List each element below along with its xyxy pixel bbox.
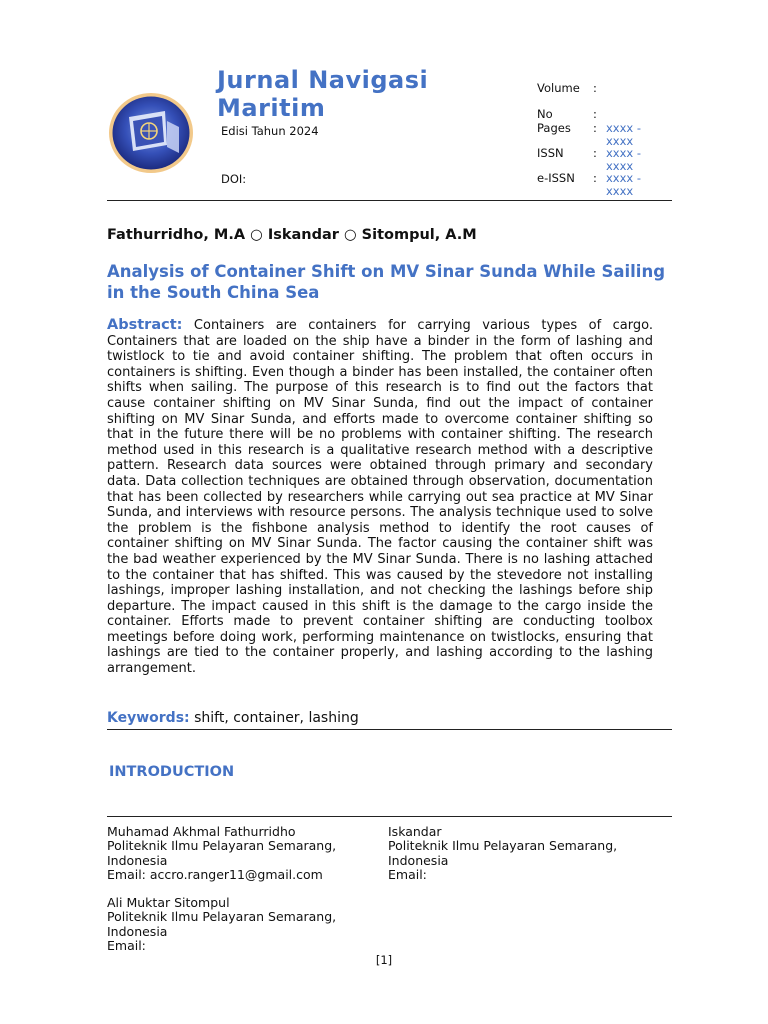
abstract-divider: [107, 729, 672, 730]
header-divider: [107, 200, 672, 201]
author-email: Email: accro.ranger11@gmail.com: [107, 867, 323, 883]
section-heading-introduction: INTRODUCTION: [109, 764, 235, 780]
page-number: [1]: [375, 953, 393, 967]
keywords-label: Keywords:: [107, 710, 190, 726]
footnote-divider: [107, 816, 672, 817]
author-institution: Politeknik Ilmu Pelayaran Semarang, Indonesia: [107, 909, 337, 939]
meta-colon: :: [593, 146, 597, 160]
meta-colon: :: [593, 121, 597, 135]
author-name: Muhamad Akhmal Fathurridho: [107, 824, 296, 839]
author-name: Iskandar: [388, 824, 442, 839]
edition-year: Edisi Tahun 2024: [221, 124, 319, 138]
meta-colon: :: [593, 107, 597, 121]
meta-issn-label: ISSN: [537, 146, 564, 160]
meta-no-label: No: [537, 107, 553, 121]
author-email: Email:: [388, 867, 427, 883]
author-institution: Politeknik Ilmu Pelayaran Semarang, Indonesia: [107, 838, 337, 868]
meta-issn-value: xxxx - xxxx: [606, 146, 642, 173]
affiliation-author-2: [388, 825, 648, 883]
authors-line: Fathurridho, M.A ○ Iskandar ○ Sitompul, A.M: [107, 227, 477, 243]
abstract-label: Abstract:: [107, 317, 183, 333]
author-name: Ali Muktar Sitompul: [107, 895, 230, 910]
meta-eissn-value: xxxx - xxxx: [606, 171, 642, 198]
meta-pages-label: Pages: [537, 121, 571, 135]
author-institution: Politeknik Ilmu Pelayaran Semarang, Indonesia: [388, 838, 618, 868]
journal-logo: [107, 91, 195, 175]
journal-title: Jurnal Navigasi Maritim: [217, 66, 429, 122]
meta-colon: :: [593, 171, 597, 185]
abstract: [107, 318, 653, 677]
keywords-text: shift, container, lashing: [194, 710, 359, 726]
meta-volume-label: Volume: [537, 81, 580, 95]
affiliation-author-1: [107, 825, 367, 883]
author-email: Email:: [107, 938, 146, 954]
meta-colon: :: [593, 81, 597, 95]
paper-title: Analysis of Container Shift on MV Sinar Sunda While Sailing in the South China Sea: [107, 262, 666, 302]
doi-label: DOI:: [221, 172, 247, 186]
abstract-text: Containers are containers for carrying various types of cargo. Containers that are loaded on the ship have a binder in the form of lashing and twistlock to tie and avoid container shifting. The problem that often occurs in containers is shifting. Even though a binder has been installed, the container often shifts when sailing. The purpose of this research is to find out the factors that cause container shifting on MV Sinar Sunda, find out the impact of container shifting on MV Sinar Sunda, and efforts made to overcome container shifting so that in the future there will be no problems with container shifting. The research method used in this research is a qualitative research method with a descriptive pattern. Research data sources were obtained through primary and secondary data. Data collection techniques are obtained through observation, documentation that has been collected by researchers while carrying out sea practice at MV Sinar Sunda, and interviews with resource persons. The analysis technique used to solve the problem is the fishbone analysis method to identify the root causes of container shifting on MV Sinar Sunda. The factor causing the container shift was the bad weather experienced by the MV Sinar Sunda. There is no lashing attached to the container that has shifted. This was caused by the stevedore not installing lashings, improper lashing installation, and not checking the lashings before ship departure. The impact caused in this shift is the damage to the cargo inside the container. Efforts made to prevent container shifting are conducting toolbox meetings before doing work, performing maintenance on twistlocks, ensuring that lashings are tied to the container properly, and lashing according to the lashing arrangement.: [107, 318, 653, 677]
meta-eissn-label: e-ISSN: [537, 171, 575, 185]
keywords: [107, 710, 359, 726]
affiliation-author-3: [107, 896, 367, 954]
meta-pages-value: xxxx - xxxx: [606, 121, 642, 148]
